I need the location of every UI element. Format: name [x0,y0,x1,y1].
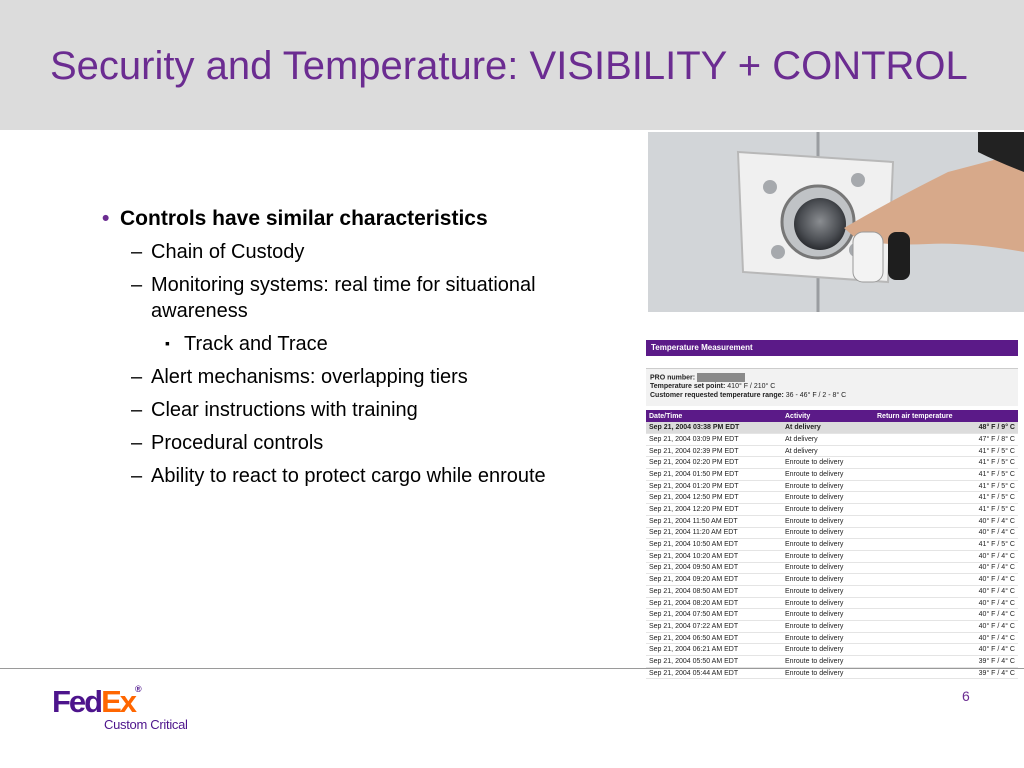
datetime-cell: Sep 21, 2004 07:22 AM EDT [646,621,782,633]
temperature-cell: 47° F / 8° C [874,434,1018,446]
datetime-cell: Sep 21, 2004 03:09 PM EDT [646,434,782,446]
activity-cell: Enroute to delivery [782,527,874,539]
table-row [646,621,1018,633]
datetime-cell: Sep 21, 2004 07:50 AM EDT [646,609,782,621]
temperature-measurement-panel [646,340,1018,677]
datetime-cell: Sep 21, 2004 11:50 AM EDT [646,515,782,527]
activity-cell: Enroute to delivery [782,457,874,469]
datetime-cell: Sep 21, 2004 05:50 AM EDT [646,656,782,668]
range-value: 36 - 46° F / 2 - 8° C [785,392,847,400]
temperature-cell: 40° F / 4° C [874,527,1018,539]
temperature-cell: 41° F / 5° C [874,492,1018,504]
temperature-cell: 40° F / 4° C [874,609,1018,621]
table-row [646,550,1018,562]
table-row [646,515,1018,527]
bullet-track-and-trace: ▪ Track and Trace [100,331,560,357]
table-row [646,539,1018,551]
bullet-clear-instructions: – Clear instructions with training [100,397,560,423]
logo-subtitle: Custom Critical [104,717,188,732]
temperature-cell: 40° F / 4° C [874,597,1018,609]
temperature-cell: 48° F / 9° C [874,422,1018,433]
table-row [646,667,1018,679]
table-row [646,597,1018,609]
column-header-datetime: Date/Time [646,410,782,422]
datetime-cell: Sep 21, 2004 02:20 PM EDT [646,457,782,469]
setpoint-value: 410° F / 210° C [727,383,776,391]
datetime-cell: Sep 21, 2004 06:50 AM EDT [646,632,782,644]
temperature-panel-title: Temperature Measurement [646,340,1018,356]
fedex-wordmark [52,684,142,720]
table-row [646,469,1018,481]
range-label: Customer requested temperature range: [650,392,784,400]
table-row [646,632,1018,644]
pro-number-label: PRO number: [650,374,696,382]
datetime-cell: Sep 21, 2004 09:20 AM EDT [646,574,782,586]
activity-cell: Enroute to delivery [782,480,874,492]
temperature-cell: 40° F / 4° C [874,644,1018,656]
pro-number-redacted [697,373,745,382]
activity-cell: Enroute to delivery [782,609,874,621]
datetime-cell: Sep 21, 2004 12:50 PM EDT [646,492,782,504]
table-row [646,480,1018,492]
table-row [646,457,1018,469]
lock-photo [648,132,1024,312]
activity-cell: Enroute to delivery [782,656,874,668]
bullet-procedural-controls: – Procedural controls [100,430,560,456]
bullet-list [100,200,560,489]
activity-cell: Enroute to delivery [782,585,874,597]
activity-cell: Enroute to delivery [782,515,874,527]
temperature-cell: 40° F / 4° C [874,515,1018,527]
activity-cell: Enroute to delivery [782,644,874,656]
table-row [646,644,1018,656]
activity-cell: At delivery [782,422,874,433]
bullet-chain-of-custody: – Chain of Custody [100,239,560,265]
datetime-cell: Sep 21, 2004 05:44 AM EDT [646,667,782,679]
activity-cell: At delivery [782,434,874,446]
table-header-row [646,410,1018,422]
table-row [646,574,1018,586]
temperature-cell: 41° F / 5° C [874,539,1018,551]
datetime-cell: Sep 21, 2004 10:50 AM EDT [646,539,782,551]
bullet-monitoring-systems: – Monitoring systems: real time for situational awareness [100,272,560,324]
temperature-cell: 40° F / 4° C [874,574,1018,586]
slide-title: Security and Temperature: VISIBILITY + CONTROL [50,44,968,88]
datetime-cell: Sep 21, 2004 09:50 AM EDT [646,562,782,574]
datetime-cell: Sep 21, 2004 11:20 AM EDT [646,527,782,539]
datetime-cell: Sep 21, 2004 10:20 AM EDT [646,550,782,562]
activity-cell: Enroute to delivery [782,562,874,574]
activity-cell: Enroute to delivery [782,539,874,551]
table-row [646,656,1018,668]
activity-cell: Enroute to delivery [782,550,874,562]
shipment-info [646,368,1018,406]
bullet-alert-mechanisms: – Alert mechanisms: overlapping tiers [100,364,560,390]
datetime-cell: Sep 21, 2004 08:20 AM EDT [646,597,782,609]
temperature-cell: 40° F / 4° C [874,632,1018,644]
bullet-main: • Controls have similar characteristics [100,206,560,232]
table-row [646,562,1018,574]
temperature-table-body [646,422,1018,679]
activity-cell: Enroute to delivery [782,632,874,644]
datetime-cell: Sep 21, 2004 01:20 PM EDT [646,480,782,492]
activity-cell: Enroute to delivery [782,492,874,504]
temperature-cell: 40° F / 4° C [874,562,1018,574]
fedex-custom-critical-logo [52,684,212,744]
title-bar [0,0,1024,130]
table-row [646,504,1018,516]
datetime-cell: Sep 21, 2004 02:39 PM EDT [646,445,782,457]
table-row [646,585,1018,597]
setpoint-label: Temperature set point: [650,383,726,391]
logo-ex: Ex [101,684,136,719]
logo-fed: Fed [52,684,102,719]
lock-photo-illustration [648,132,1024,312]
temperature-cell: 41° F / 5° C [874,504,1018,516]
table-row [646,492,1018,504]
column-header-temperature: Return air temperature [874,410,1018,422]
temperature-table [646,410,1018,679]
logo-registered: ® [135,684,142,694]
activity-cell: Enroute to delivery [782,597,874,609]
temperature-cell: 39° F / 4° C [874,667,1018,679]
table-row [646,434,1018,446]
temperature-cell: 41° F / 5° C [874,457,1018,469]
temperature-cell: 40° F / 4° C [874,585,1018,597]
activity-cell: Enroute to delivery [782,621,874,633]
activity-cell: Enroute to delivery [782,504,874,516]
temperature-cell: 39° F / 4° C [874,656,1018,668]
datetime-cell: Sep 21, 2004 03:38 PM EDT [646,422,782,433]
page-number: 6 [962,688,970,704]
temperature-cell: 40° F / 4° C [874,621,1018,633]
temperature-cell: 41° F / 5° C [874,469,1018,481]
datetime-cell: Sep 21, 2004 01:50 PM EDT [646,469,782,481]
temperature-cell: 41° F / 5° C [874,445,1018,457]
temperature-cell: 41° F / 5° C [874,480,1018,492]
column-header-activity: Activity [782,410,874,422]
table-row [646,422,1018,433]
datetime-cell: Sep 21, 2004 12:20 PM EDT [646,504,782,516]
table-row [646,445,1018,457]
activity-cell: At delivery [782,445,874,457]
temperature-cell: 40° F / 4° C [874,550,1018,562]
table-row [646,527,1018,539]
activity-cell: Enroute to delivery [782,469,874,481]
datetime-cell: Sep 21, 2004 08:50 AM EDT [646,585,782,597]
bullet-ability-to-react: – Ability to react to protect cargo while enroute [100,463,560,489]
footer-divider [0,668,1024,669]
table-row [646,609,1018,621]
activity-cell: Enroute to delivery [782,667,874,679]
activity-cell: Enroute to delivery [782,574,874,586]
datetime-cell: Sep 21, 2004 06:21 AM EDT [646,644,782,656]
